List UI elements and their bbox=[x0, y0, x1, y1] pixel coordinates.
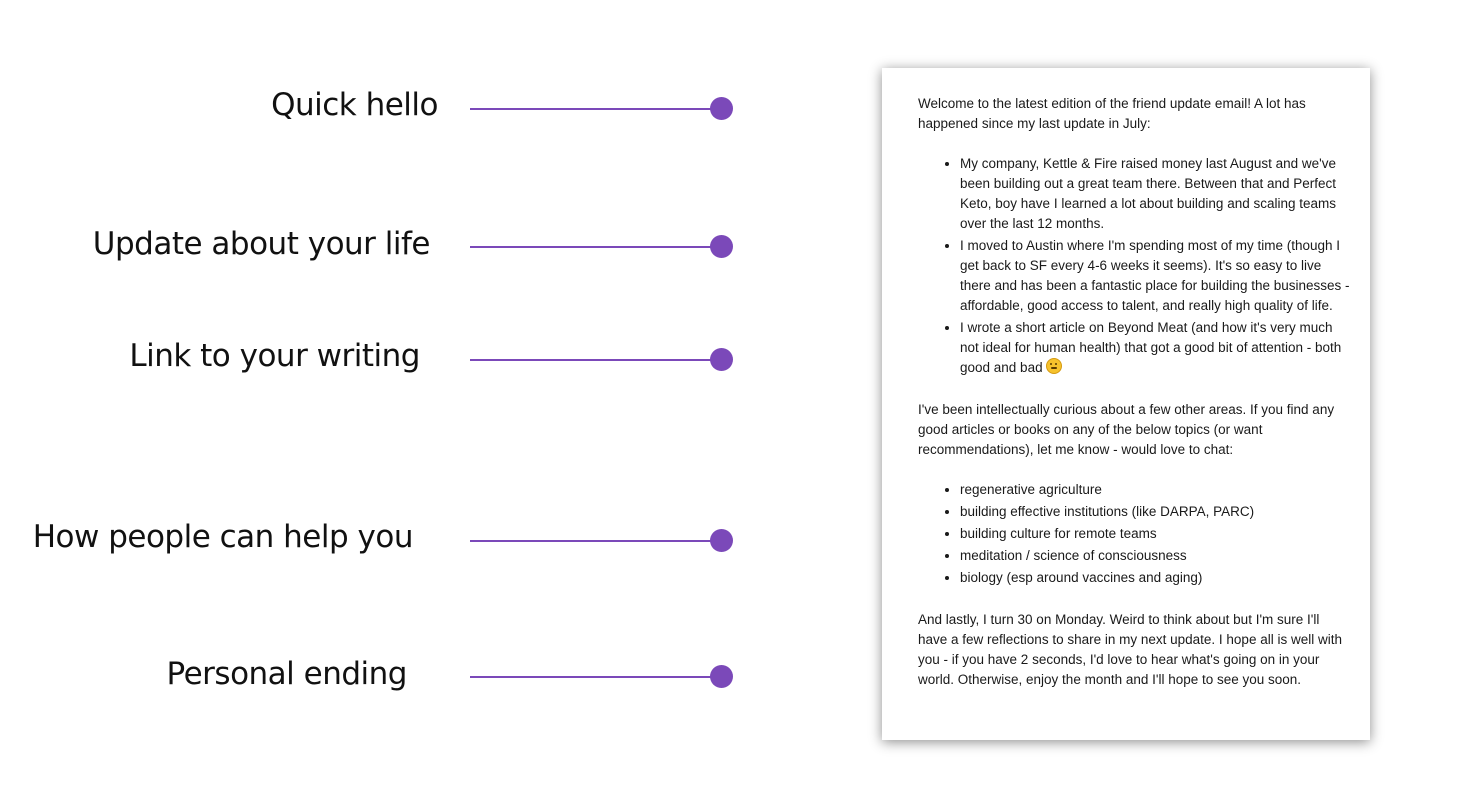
list-item bbox=[960, 318, 1350, 378]
purple-dot-icon bbox=[710, 529, 733, 552]
bottom-fade bbox=[882, 714, 1370, 740]
list-item: • My company, Kettle & Fire raised money last August and we've been building out a great team there. Between that and Perfect Keto, boy have I learned a lot about building and scaling teams over the last 12 months. bbox=[960, 154, 1350, 234]
connector-line-personal-ending bbox=[470, 676, 722, 678]
label-how-people-help: How people can help you bbox=[32, 519, 413, 555]
purple-dot-icon bbox=[710, 665, 733, 688]
purple-dot-icon bbox=[710, 97, 733, 120]
label-update-about-life: Update about your life bbox=[92, 226, 430, 262]
list-item: • regenerative agriculture bbox=[960, 480, 1350, 500]
update-text: I wrote a short article on Beyond Meat (and how it's very much not ideal for human health) that got a good bit of attention - both good and bad bbox=[960, 320, 1342, 375]
list-item: • building culture for remote teams bbox=[960, 524, 1350, 544]
email-intro: Welcome to the latest edition of the friend update email! A lot has happened since my last update in July: bbox=[918, 96, 1306, 131]
purple-dot-icon bbox=[710, 348, 733, 371]
list-item: • building effective institutions (like DARPA, PARC) bbox=[960, 502, 1350, 522]
email-updates-list bbox=[918, 154, 1350, 378]
label-personal-ending: Personal ending bbox=[166, 656, 407, 692]
connector-line-quick-hello bbox=[470, 108, 722, 110]
list-item: • biology (esp around vaccines and aging) bbox=[960, 568, 1350, 588]
label-link-to-writing: Link to your writing bbox=[129, 338, 420, 374]
connector-line-link-to-writing bbox=[470, 359, 722, 361]
purple-dot-icon bbox=[710, 235, 733, 258]
email-curious-paragraph: I've been intellectually curious about a few other areas. If you find any good articles or books on any of the below topics (or want recommendations), let me know - would love to chat: bbox=[918, 402, 1335, 457]
list-item: • I moved to Austin where I'm spending most of my time (though I get back to SF every 4-6 weeks it seems). It's so easy to live there and has been a fantastic place for building the businesses - affordable, good access to talent, and really high quality of life. bbox=[960, 236, 1350, 316]
list-item: • meditation / science of consciousness bbox=[960, 546, 1350, 566]
connector-line-how-people-help bbox=[470, 540, 722, 542]
email-topics-list bbox=[918, 480, 1350, 588]
email-ending-paragraph: And lastly, I turn 30 on Monday. Weird to think about but I'm sure I'll have a few reflections to share in my next update. I hope all is well with you - if you have 2 seconds, I'd love to hear what's going on in your world. Otherwise, enjoy the month and I'll hope to see you soon. bbox=[918, 612, 1342, 687]
label-quick-hello: Quick hello bbox=[271, 87, 438, 123]
connector-line-update-about-life bbox=[470, 246, 722, 248]
grimacing-face-icon bbox=[1046, 358, 1062, 374]
email-preview-card bbox=[882, 68, 1370, 740]
